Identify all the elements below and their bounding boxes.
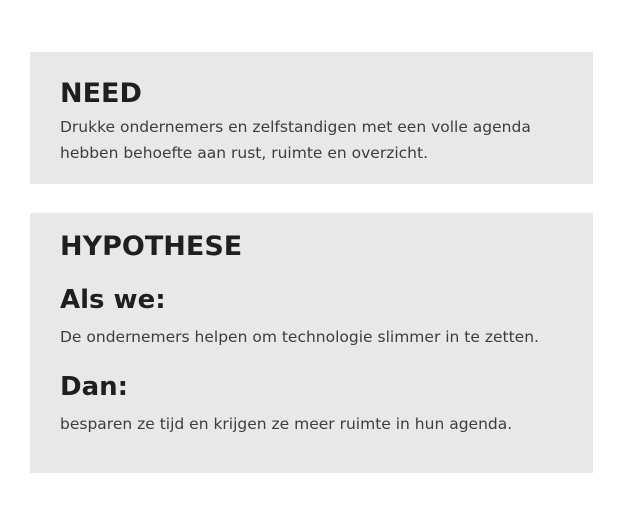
als-we-label: Als we: [60,285,166,315]
need-title: NEED [60,78,142,109]
hypothese-card [30,213,593,473]
hypothese-title: HYPOTHESE [60,231,243,262]
dan-body: besparen ze tijd en krijgen ze meer ruimte in hun agenda. [60,415,513,433]
need-card [30,52,593,184]
need-body: Drukke ondernemers en zelfstandigen met een volle agenda hebben behoefte aan rust, ruimte en overzicht. [60,118,531,162]
als-we-body: De ondernemers helpen om technologie slimmer in te zetten. [60,328,539,346]
dan-label: Dan: [60,372,129,402]
